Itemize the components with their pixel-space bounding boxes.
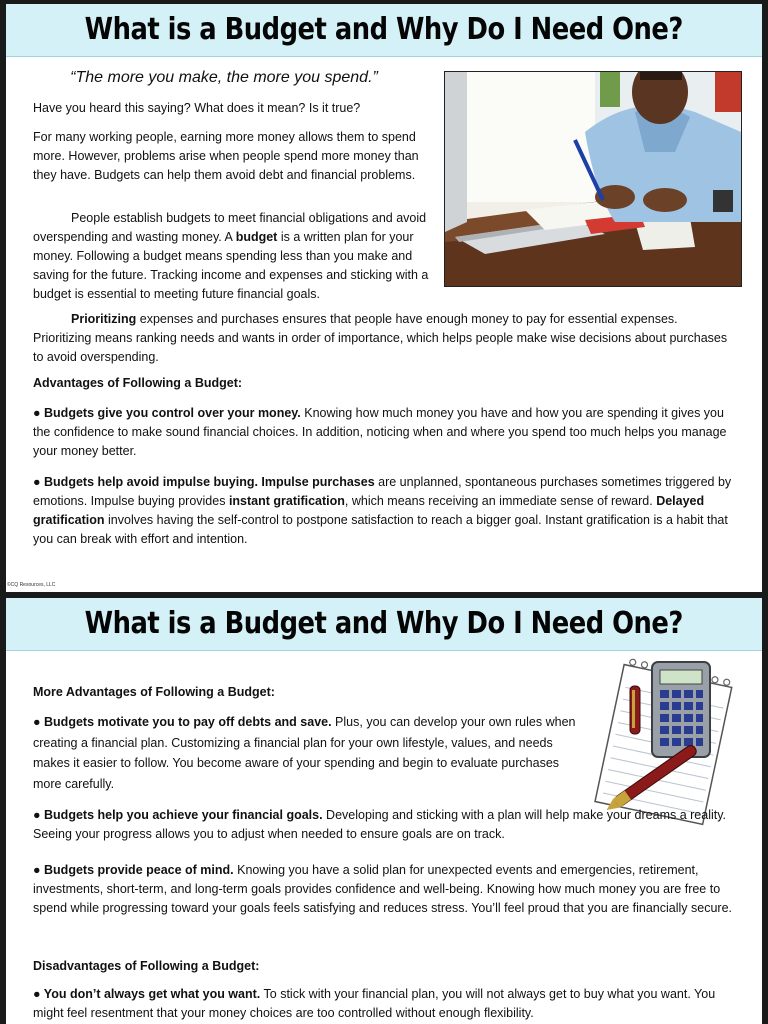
p2-bullet-3-lead: ● Budgets provide peace of mind. <box>33 863 234 877</box>
term-delayed-gratification: Delayed gratification <box>33 494 705 527</box>
paragraph-3-text: expenses and purchases ensures that people have enough money to pay for essential expenses. Prioritizing means ranking needs and wants in order of importance, which helps people make wise decisions about purchases to avoid overspending. <box>33 312 728 364</box>
paragraph-3 <box>33 310 739 367</box>
bullet-2-text-2: are unplanned, spontaneous purchases sometimes triggered by emotions. Impulse buying provides <box>33 475 732 508</box>
disadvantages-heading <box>33 957 749 976</box>
paragraph-2 <box>33 209 445 304</box>
bullet-2-lead: ● Budgets help avoid impulse buying. <box>33 475 258 489</box>
page-title-banner-2 <box>6 598 762 651</box>
bullet-impulse-buying <box>33 473 739 549</box>
worksheet-page-2 <box>6 598 762 1024</box>
bullet-control-money <box>33 404 739 461</box>
person-with-calculator-photo <box>444 71 742 287</box>
term-impulse-purchases: Impulse purchases <box>261 475 375 489</box>
p2-bullet-4-lead: ● You don’t always get what you want. <box>33 987 261 1001</box>
bullet-not-get-what-you-want <box>33 985 749 1023</box>
bullet-2-text-4: involves having the self-control to postpone satisfaction to reach a bigger goal. Instant gratification is a habit that you can break with effort and intention. <box>33 513 728 546</box>
p2-bullet-4-text: To stick with your financial plan, you will not always get to buy what you want. You might feel resentment that your money choices are too controlled without enough flexibility. <box>33 987 716 1020</box>
calculator-notepad-pen-icon <box>586 656 736 831</box>
page-title-banner <box>6 4 762 57</box>
paragraph-2-text-c: is a written plan for your money. Following a budget means spending less than you make and saving for the future. Tracking income and expenses and sticking with a budget is essential to meeting future financial goals. <box>33 230 429 301</box>
p2-bullet-1-lead: ● Budgets motivate you to pay off debts and save. <box>33 715 332 729</box>
disadvantages-heading-text: Disadvantages of Following a Budget: <box>33 959 260 973</box>
page-title-2: What is a Budget and Why Do I Need One? <box>84 606 684 641</box>
paragraph-2-text-a: People establish budgets to meet financial obligations and avoid overspending and wasting money. A <box>33 211 427 244</box>
p2-bullet-2-text: Developing and sticking with a plan will help make your dreams a reality. Seeing your progress allows you to adjust when needed to ensure goals are on track. <box>33 808 727 841</box>
p2-bullet-2-lead: ● Budgets help you achieve your financial goals. <box>33 808 323 822</box>
advantages-heading-text: Advantages of Following a Budget: <box>33 376 243 390</box>
term-instant-gratification: instant gratification <box>228 494 345 508</box>
more-advantages-heading <box>33 683 593 702</box>
advantages-heading <box>33 374 739 393</box>
quote: “The more you make, the more you spend.” <box>70 69 378 86</box>
p2-bullet-1-text: Plus, you can develop your own rules when creating a financial plan. Customizing a financial plan for your own lifestyle, values, and needs makes it easier to follow. You become aware of your spending and begin to evaluate purchases more carefully. <box>33 715 576 791</box>
bullet-pay-off-debts <box>33 712 581 794</box>
intro-question: Have you heard this saying? What does it mean? Is it true? <box>33 101 361 115</box>
copyright: ©CQ Resources, LLC <box>7 582 56 588</box>
more-advantages-heading-text: More Advantages of Following a Budget: <box>33 685 275 699</box>
p2-bullet-3-text: Knowing you have a solid plan for unexpected events and emergencies, retirement, investments, short-term, and long-term goals provides confidence and well-being. Knowing how much money you are free to spend while progressing toward your goals feels satisfying and reduces stress. You’ll feel proud that you are financially secure. <box>33 863 733 915</box>
term-budget: budget <box>235 230 278 244</box>
bullet-2-text-3: , which means receiving an immediate sense of reward. <box>344 494 657 508</box>
bullet-peace-of-mind <box>33 861 749 918</box>
bullet-1-lead: ● Budgets give you control over your money. <box>33 406 301 420</box>
bullet-1-text: Knowing how much money you have and how you are spending it gives you the confidence to make sound financial choices. In addition, noticing when and where you spend too much helps you manage your money better. <box>33 406 727 458</box>
worksheet-page-1 <box>6 4 762 592</box>
term-prioritizing: Prioritizing <box>71 312 137 326</box>
bullet-financial-goals <box>33 806 755 844</box>
paragraph-1: For many working people, earning more money allows them to spend more. However, problems arise when people spend more money than they have. Budgets can help them avoid debt and financial problems. <box>33 130 419 182</box>
page-title: What is a Budget and Why Do I Need One? <box>84 12 684 47</box>
